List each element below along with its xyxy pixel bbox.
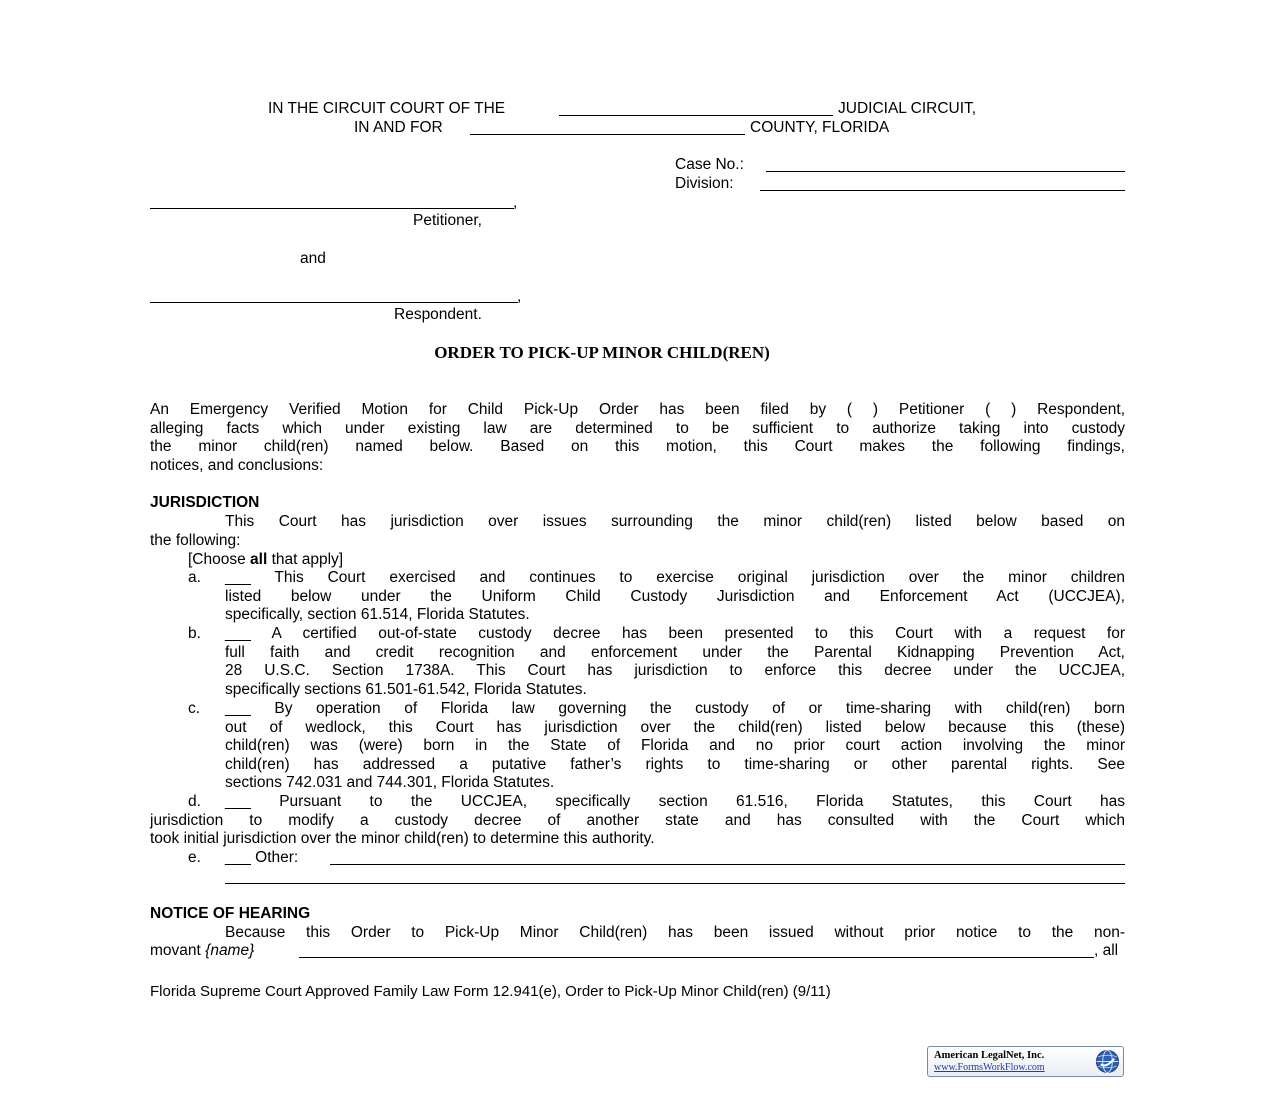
respondent-name-blank[interactable] (150, 302, 518, 303)
case-no-blank[interactable] (766, 171, 1125, 172)
other-blank-2[interactable] (225, 883, 1125, 884)
notice-line-2-suffix: , all (1094, 942, 1119, 959)
american-legalnet-logo[interactable] (927, 1046, 1124, 1077)
item-line: child(ren) was (were) born in the State of Florida and no prior court action involving the minor (225, 737, 1125, 755)
jurisdiction-intro-line: This Court has jurisdiction over issues surrounding the minor child(ren) listed below based on (225, 513, 1125, 530)
item-line: ___ This Court exercised and continues to exercise original jurisdiction over the minor children (225, 569, 1125, 586)
division-label: Division: (675, 175, 734, 192)
intro-line: the minor child(ren) named below. Based on this motion, this Court makes the following findings, (150, 438, 1125, 456)
item-line: full faith and credit recognition and enforcement under the Parental Kidnapping Prevention Act, (225, 643, 1125, 661)
case-no-label: Case No.: (675, 156, 744, 173)
court-line-2-suffix: COUNTY, FLORIDA (750, 119, 890, 136)
other-blank-1[interactable] (330, 864, 1125, 865)
intro-line: An Emergency Verified Motion for Child Pick-Up Order has been filed by ( ) Petitioner ( ) Respondent, (150, 401, 1125, 418)
movant-label: movant (150, 942, 206, 959)
court-line-1-suffix: JUDICIAL CIRCUIT, (838, 100, 977, 117)
jurisdiction-intro-line: the following: (150, 531, 241, 549)
logo-url-link[interactable]: www.FormsWorkFlow.com (934, 1062, 1045, 1073)
intro-paragraph (150, 401, 1125, 475)
county-blank[interactable] (470, 134, 745, 135)
jurisdiction-item-c (225, 700, 1125, 793)
jurisdiction-item-a (225, 569, 1125, 625)
item-line: took initial jurisdiction over the minor child(ren) to determine this authority. (150, 830, 655, 848)
form-footer: Florida Supreme Court Approved Family Law Form 12.941(e), Order to Pick-Up Minor Child(ren) (9/11) (150, 983, 831, 1000)
notice-line-1: Because this Order to Pick-Up Minor Child(ren) has been issued without prior notice to the non- (225, 924, 1125, 941)
and-label: and (300, 250, 326, 267)
movant-name-blank[interactable] (299, 957, 1094, 958)
intro-line: alleging facts which under existing law are determined to be sufficient to authorize taking into custody (150, 419, 1125, 437)
court-line-2-prefix: IN AND FOR (354, 119, 443, 136)
respondent-comma: , (517, 288, 522, 305)
petitioner-label: Petitioner, (413, 212, 482, 229)
name-placeholder: {name} (205, 942, 255, 959)
court-line-1-prefix: IN THE CIRCUIT COURT OF THE (268, 100, 506, 117)
jurisdiction-item-d (150, 793, 1125, 849)
jurisdiction-item-b (225, 625, 1125, 699)
item-other-label: ___ Other: (225, 849, 299, 866)
item-line: sections 742.031 and 744.301, Florida Statutes. (225, 774, 555, 792)
choose-text: that apply] (267, 551, 344, 568)
petitioner-comma: , (513, 194, 518, 211)
item-line: ___ Pursuant to the UCCJEA, specifically section 61.516, Florida Statutes, this Court has (225, 793, 1125, 810)
item-letter: d. (188, 793, 201, 810)
item-line: listed below under the Uniform Child Custody Jurisdiction and Enforcement Act (UCCJEA), (225, 587, 1125, 605)
notice-movant (150, 942, 254, 960)
judicial-circuit-blank[interactable] (559, 115, 833, 116)
item-line: ___ A certified out-of-state custody decree has been presented to this Court with a request for (225, 625, 1125, 642)
notice-heading: NOTICE OF HEARING (150, 905, 311, 922)
choose-bold-text: all (250, 551, 268, 568)
jurisdiction-heading: JURISDICTION (150, 494, 260, 511)
item-letter: c. (188, 700, 201, 717)
item-line: specifically sections 61.501-61.542, Florida Statutes. (225, 680, 587, 698)
item-letter: a. (188, 569, 201, 586)
item-line: ___ By operation of Florida law governing the custody of or time-sharing with child(ren) born (225, 700, 1125, 717)
division-blank[interactable] (760, 190, 1125, 191)
item-line: specifically, section 61.514, Florida Statutes. (225, 606, 530, 624)
globe-icon (1095, 1049, 1120, 1074)
item-line: jurisdiction to modify a custody decree of another state and has consulted with the Court which (150, 811, 1125, 829)
petitioner-name-blank[interactable] (150, 208, 514, 209)
item-letter: b. (188, 625, 201, 642)
logo-company-name: American LegalNet, Inc. (934, 1050, 1045, 1061)
choose-instruction (188, 551, 343, 569)
item-line: child(ren) has addressed a putative father’s rights to time-sharing or other parental rights. See (225, 755, 1125, 773)
respondent-label: Respondent. (394, 306, 482, 323)
item-letter: e. (188, 849, 201, 866)
item-line: 28 U.S.C. Section 1738A. This Court has jurisdiction to enforce this decree under the UCCJEA, (225, 662, 1125, 680)
item-line: out of wedlock, this Court has jurisdiction over the child(ren) listed below because this (these) (225, 718, 1125, 736)
choose-text: [Choose (188, 551, 251, 568)
intro-line: notices, and conclusions: (150, 456, 324, 474)
jurisdiction-intro (150, 513, 1125, 550)
document-title: ORDER TO PICK-UP MINOR CHILD(REN) (434, 343, 770, 362)
